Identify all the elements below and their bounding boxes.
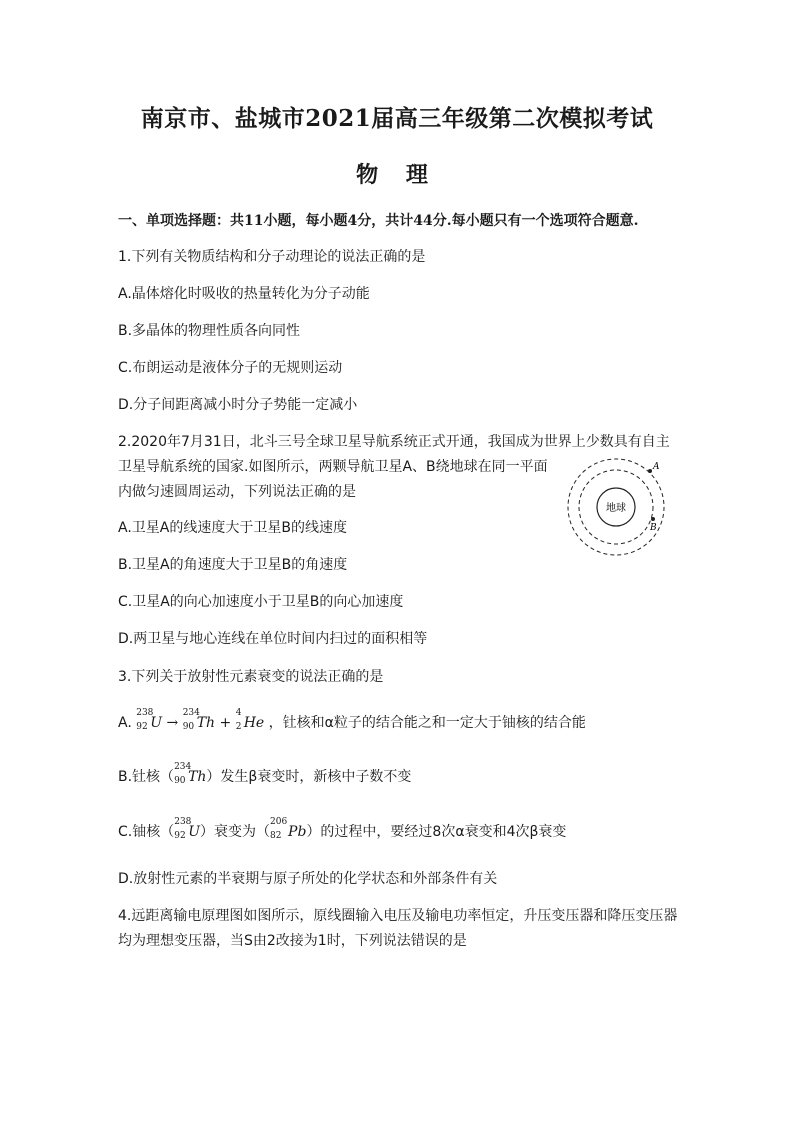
reaction-arrow: →	[166, 715, 183, 731]
q2-option-c: C.卫星A的向心加速度小于卫星B的向心加速度	[118, 594, 404, 610]
he-mass-number: 4	[235, 708, 242, 718]
u-charge-number: 92	[136, 722, 148, 732]
q2-stem-line2: 卫星导航系统的国家.如图所示，两颗导航卫星A、B绕地球在同一平面	[118, 459, 548, 475]
th-symbol: Th	[196, 715, 216, 731]
q4-stem-line1: 4.远距离输电原理图如图所示，原线圈输入电压及输电功率恒定，升压变压器和降压变压器	[118, 908, 678, 924]
reaction-plus: +	[219, 715, 236, 731]
u-mass-number: 238	[136, 708, 154, 718]
q3-option-c	[118, 817, 567, 841]
u-mass-number: 238	[174, 817, 192, 827]
exam-title: 南京市、盐城市2021届高三年级第二次模拟考试	[140, 105, 654, 132]
satellite-b-label: B	[650, 523, 657, 533]
q3-option-b	[118, 762, 412, 786]
q3-c-prefix: C.铀核（	[118, 824, 175, 840]
q3-a-suffix: ，钍核和α粒子的结合能之和一定大于铀核的结合能	[268, 715, 586, 731]
satellite-orbit-figure	[566, 456, 678, 558]
thorium-nuclide	[182, 708, 216, 732]
q2-option-d: D.两卫星与地心连线在单位时间内扫过的面积相等	[118, 631, 428, 647]
q1-option-d: D.分子间距离减小时分子势能一定减小	[118, 397, 358, 413]
th-charge-number: 90	[182, 722, 195, 732]
th-symbol: Th	[188, 769, 207, 785]
q1-option-a: A.晶体熔化时吸收的热量转化为分子动能	[118, 286, 370, 302]
q2-stem-line1: 2.2020年7月31日，北斗三号全球卫星导航系统正式开通，我国成为世界上少数具有自主	[118, 434, 670, 450]
u-symbol: U	[188, 824, 201, 840]
q2-option-a: A.卫星A的线速度大于卫星B的线速度	[118, 520, 347, 536]
th-mass-number: 234	[174, 762, 192, 772]
q3-b-suffix: ）发生β衰变时，新核中子数不变	[206, 769, 412, 785]
q2-stem-line3: 内做匀速圆周运动，下列说法正确的是	[118, 484, 356, 500]
q3-option-d: D.放射性元素的半衰期与原子所处的化学状态和外部条件有关	[118, 871, 498, 887]
q3-stem: 3.下列关于放射性元素衰变的说法正确的是	[118, 669, 384, 685]
earth-label: 地球	[606, 503, 626, 514]
pb-symbol: Pb	[288, 824, 307, 840]
subject-title: 物 理	[356, 162, 438, 188]
uranium-nuclide	[136, 708, 163, 732]
q1-option-b: B.多晶体的物理性质各向同性	[118, 323, 301, 339]
u-symbol: U	[150, 715, 163, 731]
uranium-nuclide-c	[174, 817, 201, 841]
q3-option-a	[118, 708, 586, 732]
q3-b-prefix: B.钍核（	[118, 769, 175, 785]
q3-a-prefix: A.	[118, 715, 137, 731]
q3-c-suffix: ）的过程中，要经过8次α衰变和4次β衰变	[306, 824, 567, 840]
th-mass-number: 234	[182, 708, 200, 718]
satellite-a	[648, 469, 652, 473]
satellite-a-label: A	[653, 462, 660, 472]
q1-option-c: C.布朗运动是液体分子的无规则运动	[118, 360, 343, 376]
lead-nuclide	[270, 817, 307, 841]
q1-stem: 1.下列有关物质结构和分子动理论的说法正确的是	[118, 249, 426, 265]
u-charge-number: 92	[174, 831, 186, 841]
pb-mass-number: 206	[270, 817, 288, 827]
q2-option-b: B.卫星A的角速度大于卫星B的角速度	[118, 557, 348, 573]
thorium-nuclide-b	[174, 762, 207, 786]
pb-charge-number: 82	[270, 831, 282, 841]
helium-nuclide	[235, 708, 265, 732]
q4-stem-line2: 均为理想变压器，当S由2改接为1时，下列说法错误的是	[118, 933, 467, 949]
section-heading: 一、单项选择题：共11小题，每小题4分，共计44分.每小题只有一个选项符合题意.	[118, 213, 639, 229]
satellite-b	[651, 517, 655, 521]
he-symbol: He	[243, 715, 265, 731]
q3-c-mid: ）衰变为（	[200, 824, 271, 840]
he-charge-number: 2	[235, 722, 242, 732]
th-charge-number: 90	[174, 776, 186, 786]
